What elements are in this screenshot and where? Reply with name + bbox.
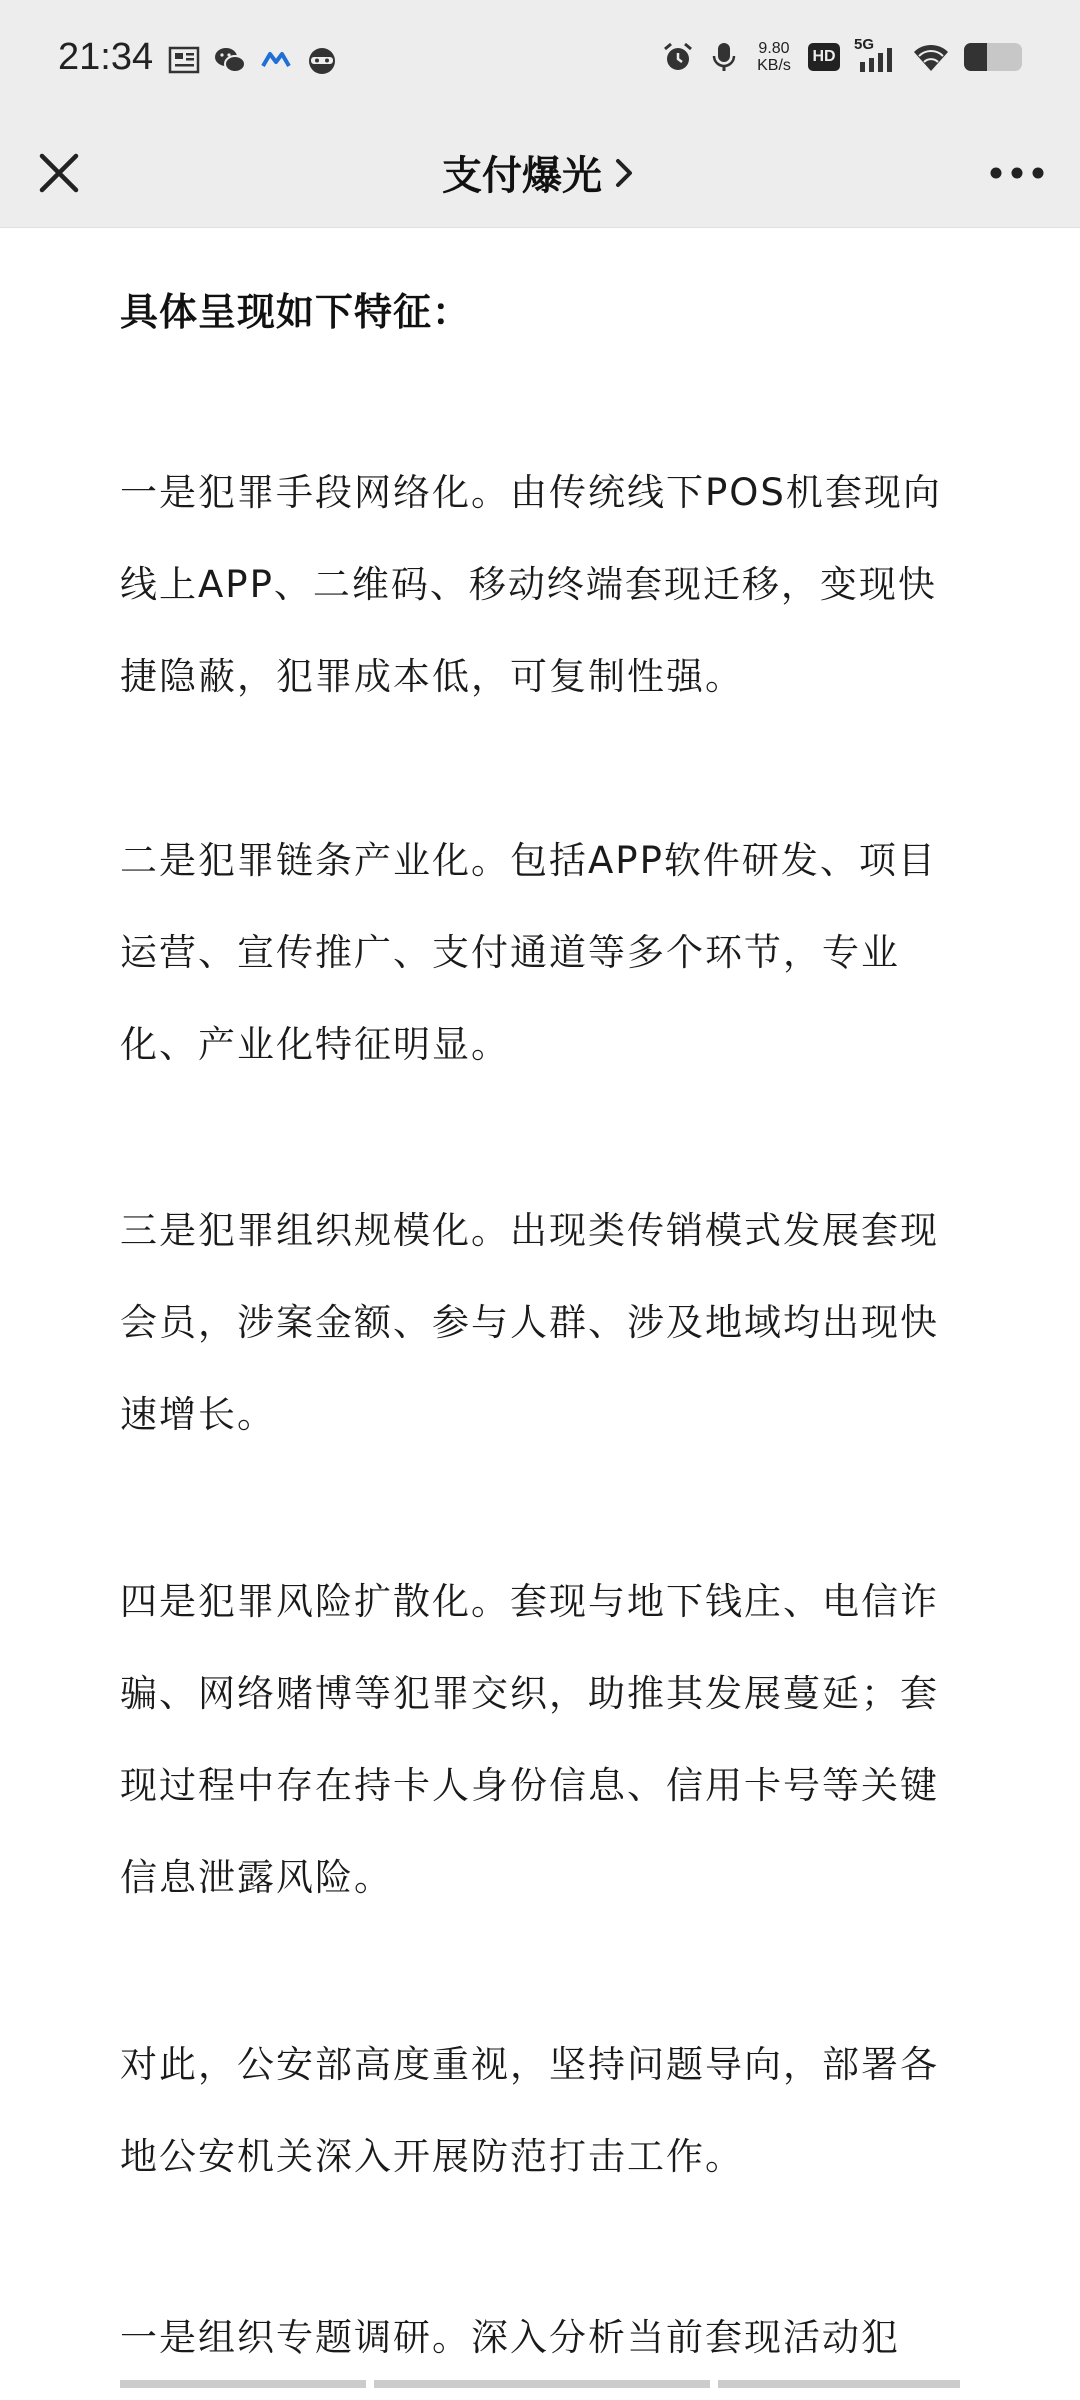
alarm-icon (662, 41, 694, 73)
bottom-toolbar-edge (120, 2380, 960, 2388)
network-speed-unit: KB/s (757, 57, 791, 74)
paragraph-5: 对此，公安部高度重视，坚持问题导向，部署各地公安机关深入开展防范打击工作。 (120, 2043, 939, 2178)
account-title-text: 支付爆光 (442, 153, 602, 199)
network-speed-value: 9.80 (758, 40, 790, 57)
wifi-icon (912, 41, 950, 73)
network-type-label: 5G (854, 36, 875, 53)
paragraph-1: 一是犯罪手段网络化。由传统线下POS机套现向线上APP、二维码、移动终端套现迁移，变现快捷隐蔽，犯罪成本低，可复制性强。 (120, 471, 942, 698)
hd-badge: HD (808, 43, 840, 71)
status-time: 21:34 (58, 36, 154, 78)
toutiao-icon (168, 44, 200, 76)
system-icons (662, 36, 1022, 74)
microphone-icon (708, 41, 740, 73)
paragraph-6: 一是组织专题调研。深入分析当前套现活动犯 (120, 2316, 900, 2359)
status-bar (0, 0, 1080, 118)
toolbar-segment (374, 2380, 710, 2388)
account-title[interactable] (0, 144, 1080, 201)
battery-level (964, 43, 987, 71)
toolbar-segment (718, 2380, 960, 2388)
paragraph-4: 四是犯罪风险扩散化。套现与地下钱庄、电信诈骗、网络赌博等犯罪交织，助推其发展蔓延；套现过程中存在持卡人身份信息、信用卡号等关键信息泄露风险。 (120, 1580, 939, 1899)
section-heading: 具体呈现如下特征： (120, 290, 472, 334)
paragraph-3: 三是犯罪组织规模化。出现类传销模式发展套现会员，涉案金额、参与人群、涉及地域均出现快速增长。 (120, 1209, 939, 1436)
article-body[interactable] (0, 228, 1080, 2388)
ninja-icon (306, 44, 338, 76)
chevron-right-icon (610, 153, 638, 193)
wechat-icon (214, 44, 246, 76)
notification-icons (168, 44, 338, 76)
paragraph-2: 二是犯罪链条产业化。包括APP软件研发、项目运营、宣传推广、支付通道等多个环节，专业化、产业化特征明显。 (120, 839, 937, 1066)
app-icon (260, 44, 292, 76)
cellular-signal-icon (854, 36, 898, 74)
network-speed (754, 40, 794, 74)
title-bar (0, 118, 1080, 228)
more-icon[interactable] (982, 146, 1052, 200)
battery-indicator (964, 43, 1022, 71)
toolbar-segment (120, 2380, 366, 2388)
